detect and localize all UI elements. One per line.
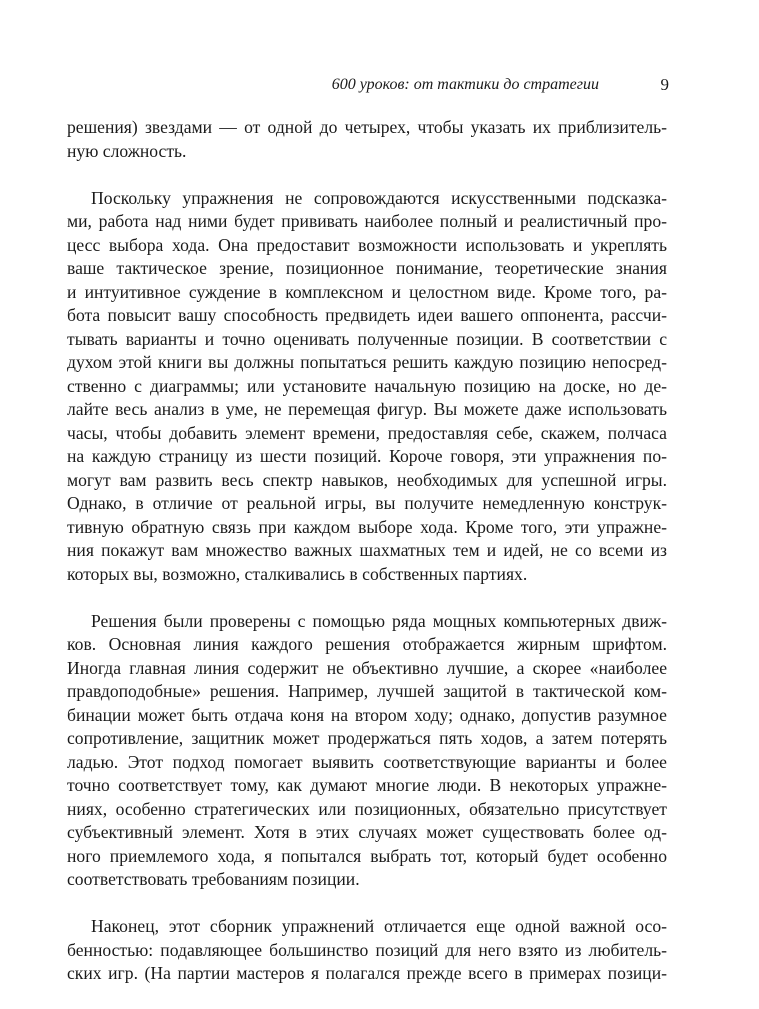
running-header bbox=[0, 73, 759, 97]
text-line: цесс выбора хода. Она предоставит возможности использовать и укреплять bbox=[67, 234, 667, 255]
text-line: духом этой книги вы должны попытаться решить каждую позицию непосред- bbox=[67, 352, 667, 372]
text-line: Решения были проверены с помощью ряда мощных компьютерных движ- bbox=[91, 610, 667, 631]
text-line: ния покажут вам множество важных шахматных тем и идей, не со всеми из bbox=[67, 540, 667, 560]
page-number: 9 bbox=[660, 75, 669, 94]
text-line: Поскольку упражнения не сопровождаются искусственными подсказка- bbox=[91, 187, 667, 208]
text-line: могут вам развить весь спектр навыков, необходимых для успешной игры. bbox=[67, 469, 667, 490]
text-line: и интуитивное суждение в комплексном и целостном виде. Кроме того, ра- bbox=[67, 281, 667, 302]
text-line: бота повысит вашу способность предвидеть идеи вашего оппонента, рассчи- bbox=[67, 305, 667, 325]
text-line: соответствовать требованиям позиции. bbox=[67, 869, 360, 889]
text-line: сопротивление, защитник может продержаться пять ходов, а затем потерять bbox=[67, 728, 667, 748]
paragraph bbox=[67, 915, 667, 986]
text-line: правдоподобные» решения. Например, лучшей защитой в тактической ком- bbox=[67, 681, 667, 701]
text-line: ми, работа над ними будет прививать наиболее полный и реалистичный про- bbox=[67, 211, 667, 231]
text-line: ваше тактическое зрение, позиционное понимание, теоретические знания bbox=[67, 258, 667, 278]
paragraph bbox=[67, 187, 667, 587]
paragraph bbox=[67, 116, 667, 163]
text-line: лайте весь анализ в уме, не перемещая фигур. Вы можете даже использовать bbox=[67, 399, 667, 419]
text-line: субъективный элемент. Хотя в этих случаях может существовать более од- bbox=[67, 822, 667, 842]
text-line: ственно с диаграммы; или установите начальную позицию на доске, но де- bbox=[67, 375, 667, 396]
text-line: ских игр. (На партии мастеров я полагался прежде всего в примерах позици- bbox=[67, 963, 667, 983]
text-line: решения) звездами — от одной до четырех, чтобы указать их приблизитель- bbox=[67, 117, 667, 137]
text-line: ного приемлемого хода, я попытался выбрать тот, который будет особенно bbox=[67, 845, 667, 866]
text-line: бенностью: подавляющее большинство позиций для него взято из любитель- bbox=[67, 939, 667, 960]
text-line: ков. Основная линия каждого решения отображается жирным шрифтом. bbox=[67, 634, 667, 654]
text-line: тивную обратную связь при каждом выборе хода. Кроме того, эти упражне- bbox=[67, 516, 667, 537]
paragraph bbox=[67, 610, 667, 892]
text-line: ную сложность. bbox=[67, 140, 187, 161]
text-line: которых вы, возможно, сталкивались в собственных партиях. bbox=[67, 563, 528, 584]
text-line: тывать варианты и точно оценивать полученные позиции. В соответствии с bbox=[67, 328, 667, 349]
text-line: Однако, в отличие от реальной игры, вы получите немедленную конструк- bbox=[67, 493, 667, 513]
body-text bbox=[67, 116, 667, 1009]
text-line: точно соответствует тому, как думают многие люди. В некоторых упражне- bbox=[67, 775, 667, 795]
text-line: ладью. Этот подход помогает выявить соответствующие варианты и более bbox=[67, 751, 667, 772]
text-line: бинации может быть отдача коня на втором ходу; однако, допустив разумное bbox=[67, 704, 667, 725]
text-line: Наконец, этот сборник упражнений отличается еще одной важной осо- bbox=[91, 916, 667, 936]
running-title: 600 уроков: от тактики до стратегии bbox=[331, 76, 599, 93]
text-line: Иногда главная линия содержит не объективно лучшие, а скорее «наиболее bbox=[67, 657, 667, 678]
text-line: часы, чтобы добавить элемент времени, предоставляя себе, скажем, полчаса bbox=[67, 422, 667, 443]
text-line: на каждую страницу из шести позиций. Короче говоря, эти упражнения по- bbox=[67, 446, 667, 466]
text-line: ниях, особенно стратегических или позиционных, обязательно присутствует bbox=[67, 798, 667, 819]
